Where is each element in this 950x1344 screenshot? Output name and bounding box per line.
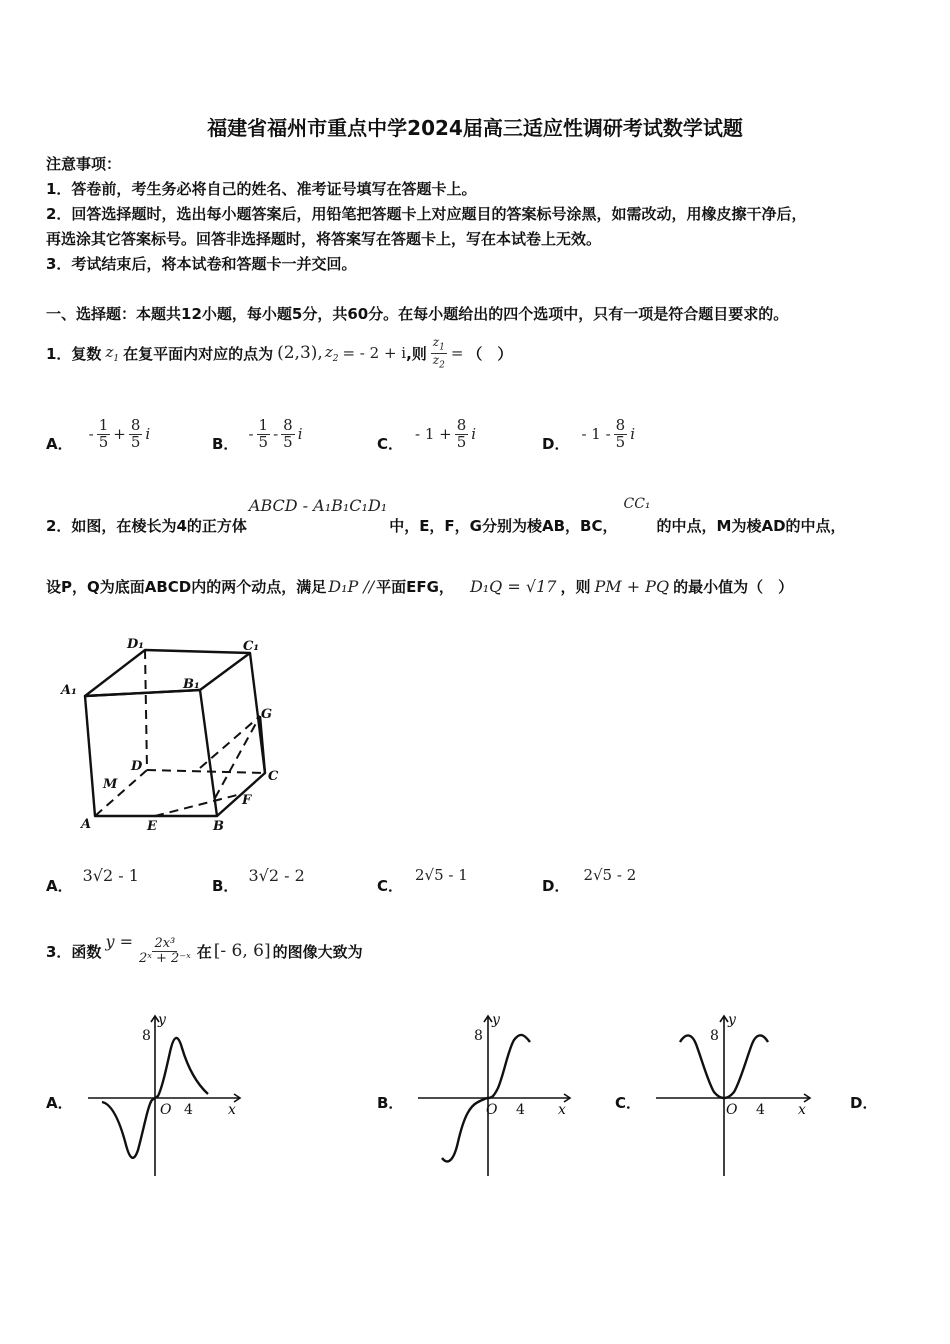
q1-stem-b: 在复平面内对应的点为	[123, 344, 274, 363]
q1-ratio: $\frac{z_1}{z_2}$	[432, 334, 445, 370]
question-3-stem: 3．函数 y = $\frac{\text{2x³}}{\text{2ˣ + 2⁻ˣ}}$ 在 [- 6, 6] 的图像大致为	[46, 932, 363, 966]
q3-graph-c[interactable]	[652, 1010, 822, 1180]
label-g: G	[261, 707, 273, 722]
q3-function: $\frac{\text{2x³}}{\text{2ˣ + 2⁻ˣ}}$	[138, 935, 191, 966]
q3-option-b-label[interactable]: B．	[377, 1094, 404, 1112]
q1-point: (2,3),	[277, 343, 323, 363]
label-d: D	[131, 759, 143, 774]
label-c: C	[268, 769, 279, 784]
label-a: A	[81, 817, 92, 832]
q1-option-c[interactable]: C． - 1 + $\frac{8}{5}$ i	[377, 415, 477, 453]
cube-figure	[55, 628, 295, 838]
svg-text:4: 4	[184, 1102, 193, 1118]
q2-option-d[interactable]: D． 2√5 - 2	[542, 866, 637, 895]
svg-text:8: 8	[142, 1028, 151, 1044]
q3-graph-b[interactable]	[412, 1010, 582, 1180]
hidden-edge-dc	[147, 770, 265, 773]
notice-item-2: 2．回答选择题时，选出每小题答案后，用铅笔把答题卡上对应题目的答案标号涂黑，如需改动，用橡皮擦干净后，	[46, 205, 807, 223]
q2-option-c[interactable]: C． 2√5 - 1	[377, 866, 468, 895]
label-e: E	[147, 819, 157, 834]
q1-paren: （ ）	[467, 344, 513, 363]
q2-option-b[interactable]: B． 3√2 - 2	[212, 866, 305, 895]
q3-option-d-label[interactable]: D．	[850, 1094, 878, 1112]
question-2-line-2: 设P，Q为底面ABCD内的两个动点，满足 D₁P // 平面EFG， D₁Q = √17 ，则 PM + PQ 的最小值为（ ）	[46, 576, 794, 596]
notice-item-3: 3．考试结束后，将本试卷和答题卡一并交回。	[46, 255, 357, 273]
svg-text:x: x	[558, 1102, 566, 1118]
svg-text:4: 4	[756, 1102, 765, 1118]
hidden-edge-fg	[215, 716, 260, 798]
cube-front-face	[85, 690, 217, 816]
svg-text:y: y	[492, 1012, 500, 1028]
notice-item-1: 1．答卷前，考生务必将自己的姓名、准考证号填写在答题卡上。	[46, 180, 477, 198]
q1-z2-value: = - 2 + i	[342, 344, 407, 362]
question-2-line-1: 2．如图，在棱长为4的正方体 ABCD - A₁B₁C₁D₁ 中，E，F，G分别为棱AB，BC， CC₁ 的中点，M为棱AD的中点，	[46, 496, 846, 535]
label-b: B	[213, 819, 224, 834]
cube-top-face	[85, 650, 250, 696]
svg-text:x: x	[798, 1102, 806, 1118]
label-c1: C₁	[243, 639, 260, 654]
q2-cube-name: ABCD - A₁B₁C₁D₁	[248, 496, 388, 515]
q3-option-a-label[interactable]: A．	[46, 1094, 73, 1112]
svg-text:4: 4	[516, 1102, 525, 1118]
q3-graph-a[interactable]	[82, 1010, 252, 1180]
q1-option-d[interactable]: D． - 1 - $\frac{8}{5}$ i	[542, 415, 636, 453]
label-a1: A₁	[61, 683, 77, 698]
svg-text:y: y	[158, 1012, 166, 1028]
q1-stem-a: 1．复数	[46, 344, 102, 363]
notice-heading: 注意事项：	[46, 155, 122, 173]
question-1-stem: 1．复数 $z_1$ 在复平面内对应的点为 (2,3), $z_2$ = - 2 + i ,则 $\frac{z_1}{z_2}$ = （ ）	[46, 334, 513, 370]
svg-text:x: x	[228, 1102, 236, 1118]
label-m: M	[103, 777, 118, 792]
q1-option-b[interactable]: B． - $\frac{1}{5}$ - $\frac{8}{5}$ i	[212, 415, 303, 453]
hidden-edge-d1d	[145, 650, 147, 770]
label-b1: B₁	[183, 677, 200, 692]
section-heading: 一、选择题：本题共12小题，每小题5分，共60分。在每小题给出的四个选项中，只有一项是符合题目要求的。	[46, 305, 789, 323]
label-d1: D₁	[127, 637, 144, 652]
svg-text:O: O	[160, 1102, 172, 1118]
svg-text:y: y	[728, 1012, 736, 1028]
q2-cc1: CC₁	[623, 496, 651, 512]
svg-text:8: 8	[474, 1028, 483, 1044]
svg-text:O: O	[726, 1102, 738, 1118]
notice-item-2-cont: 再选涂其它答案标号。回答非选择题时，将答案写在答题卡上，写在本试卷上无效。	[46, 230, 602, 248]
q1-option-a[interactable]: A． - $\frac{1}{5}$ + $\frac{8}{5}$ i	[46, 415, 151, 453]
svg-text:O: O	[486, 1102, 498, 1118]
cube-right-edges	[217, 653, 265, 816]
page-title: 福建省福州市重点中学2024届高三适应性调研考试数学试题	[207, 116, 743, 140]
q1-stem-c: ,则	[406, 344, 427, 363]
q2-option-a[interactable]: A． 3√2 - 1	[46, 866, 139, 895]
q3-interval: [- 6, 6]	[213, 941, 271, 961]
label-f: F	[242, 793, 252, 808]
q3-option-c-label[interactable]: C．	[615, 1094, 642, 1112]
svg-text:8: 8	[710, 1028, 719, 1044]
